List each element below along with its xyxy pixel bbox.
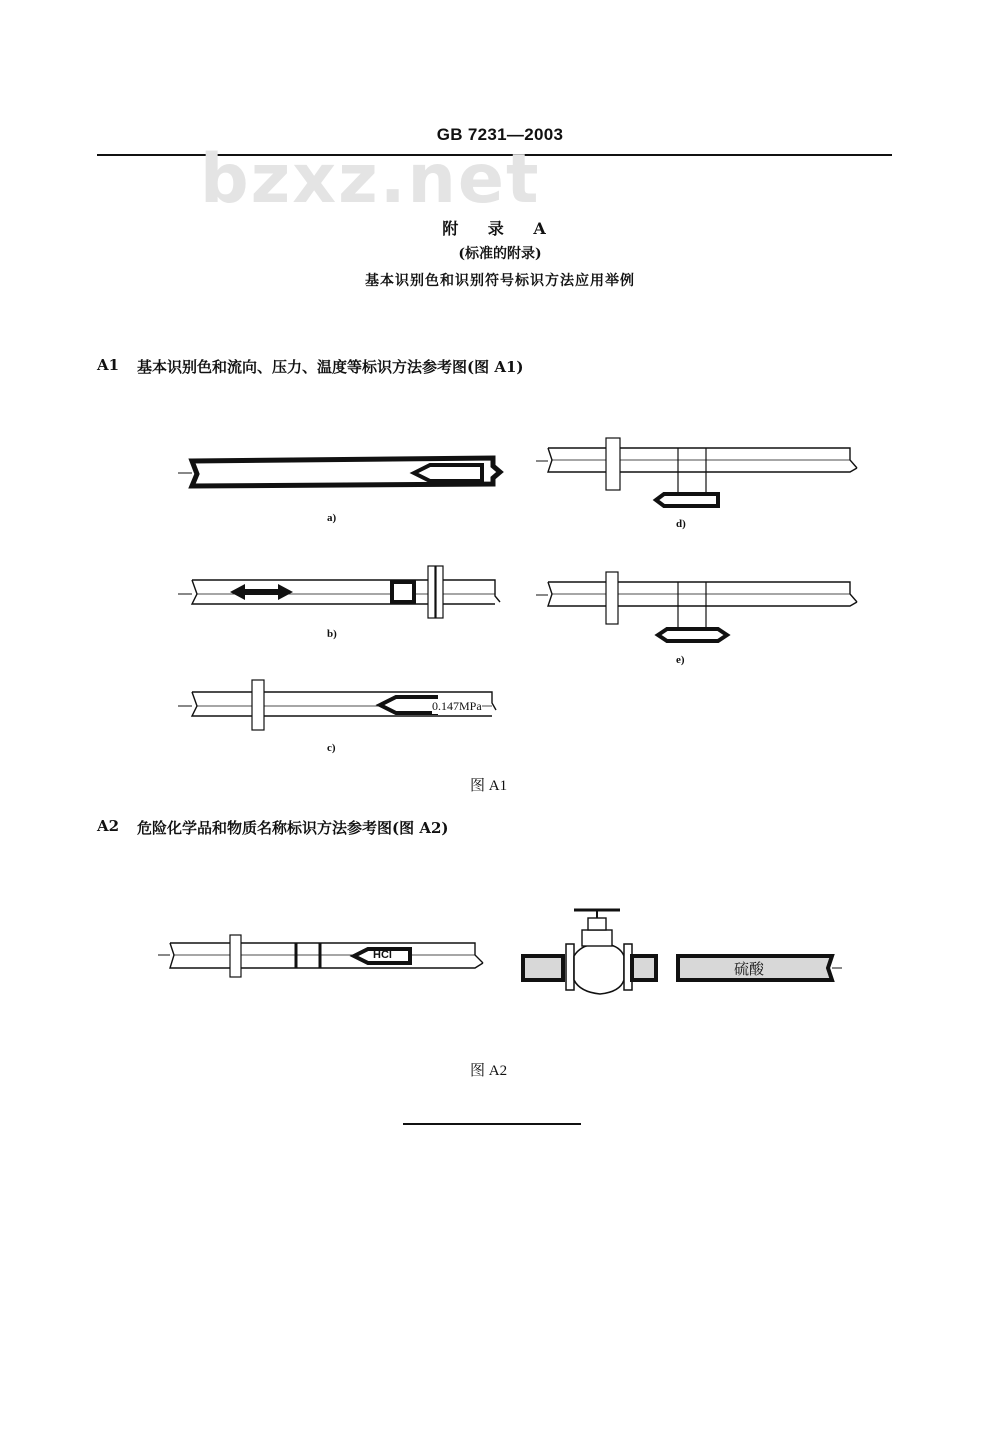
standard-code-header: GB 7231—2003 xyxy=(436,125,564,144)
figure-a1-caption: 图 A1 xyxy=(470,778,508,794)
appendix-title: 附 录 A xyxy=(442,219,558,238)
end-rule xyxy=(403,1123,581,1125)
pipe-b xyxy=(178,566,500,618)
section-a1-title: 基本识别色和流向、压力、温度等标识方法参考图(图 A1) xyxy=(137,358,524,376)
pipe-hcl xyxy=(158,935,483,977)
valve-assembly xyxy=(523,910,656,994)
pressure-label: 0.147MPa xyxy=(432,699,482,713)
appendix-heading: 基本识别色和识别符号标识方法应用举例 xyxy=(365,273,635,289)
subfigure-label-e: e) xyxy=(676,654,685,666)
watermark: bzxz.net xyxy=(200,140,541,219)
sulfuric-acid-label: 硫酸 xyxy=(734,960,765,978)
pipe-a xyxy=(178,458,500,486)
subfigure-label-c: c) xyxy=(327,742,336,754)
pipe-e xyxy=(536,572,857,641)
subfigure-label-d: d) xyxy=(676,518,686,530)
subfigure-label-a: a) xyxy=(327,512,337,524)
figure-a2-caption: 图 A2 xyxy=(470,1063,508,1079)
section-a2-title: 危险化学品和物质名称标识方法参考图(图 A2) xyxy=(137,819,449,837)
section-a2-number: A2 xyxy=(97,817,120,835)
subfigure-label-b: b) xyxy=(327,628,337,640)
pipe-d xyxy=(536,438,857,506)
hcl-label: HCl xyxy=(373,949,392,961)
section-a1-number: A1 xyxy=(97,356,120,374)
appendix-subtitle: (标准的附录) xyxy=(458,246,542,262)
